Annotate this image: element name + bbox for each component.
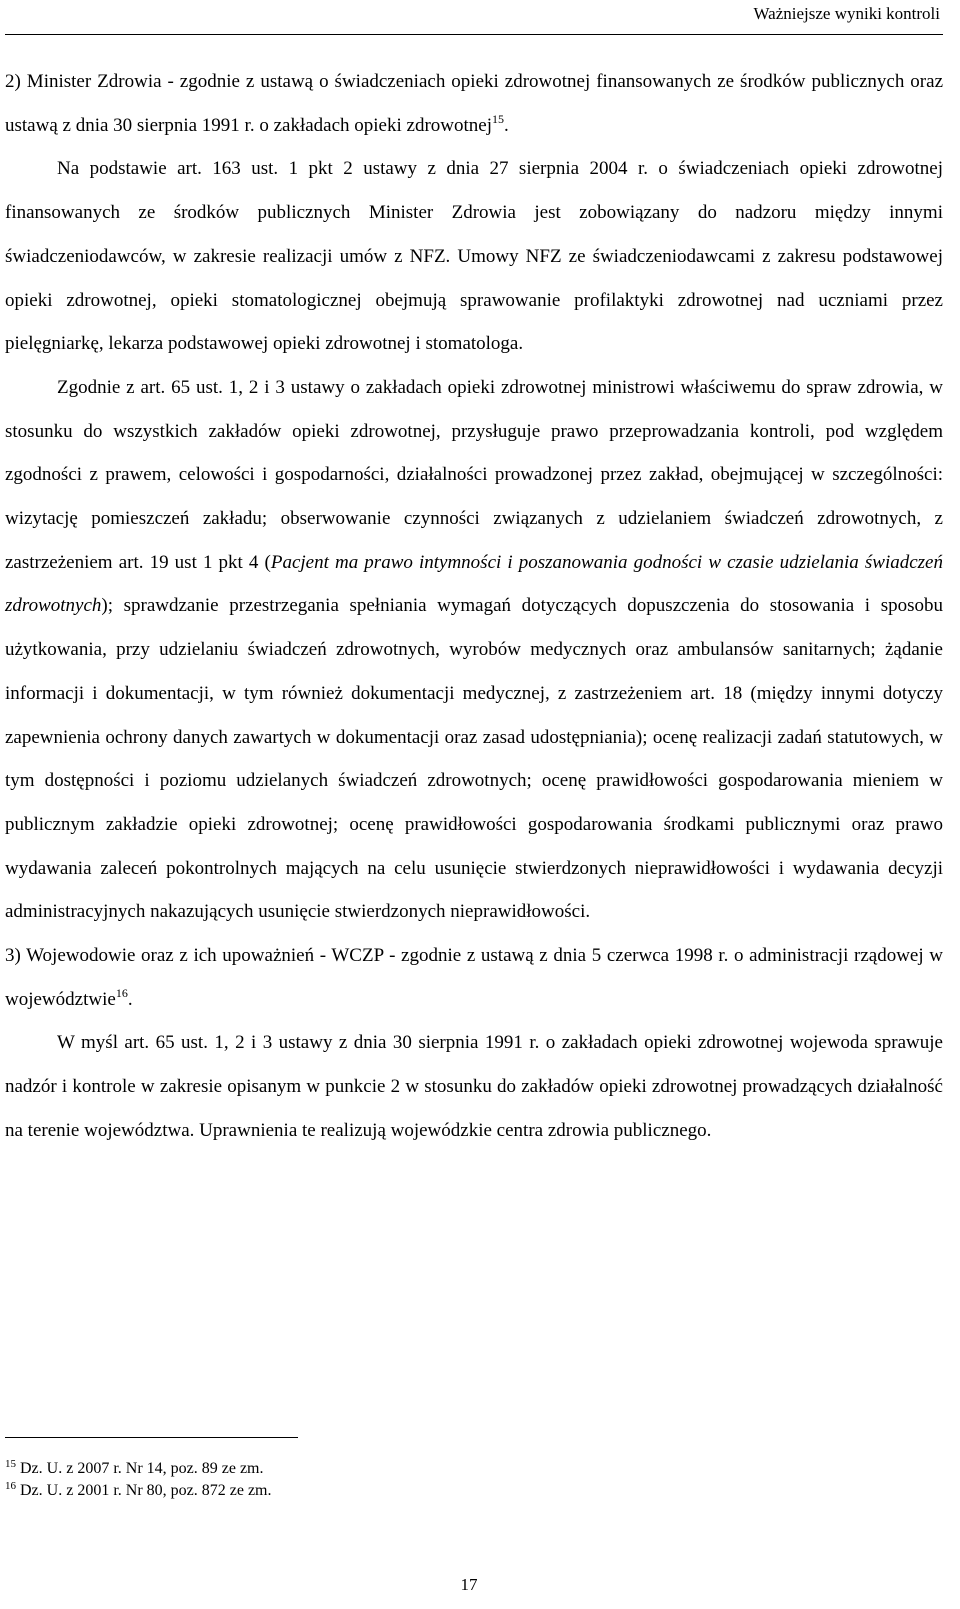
footnote-divider (5, 1437, 298, 1438)
italic-quote: Pacjent ma prawo intymności i poszanowania godności w czasie udzielania świadczeń zdrowotnych (5, 551, 943, 617)
paragraph-nadzor: Na podstawie art. 163 ust. 1 pkt 2 ustawy z dnia 27 sierpnia 2004 r. o świadczeniach opieki zdrowotnej finansowanych ze środków publicznych Minister Zdrowia jest zobowiązany do nadzoru między innymi świadczeniodawców, w zakresie realizacji umów z NFZ. Umowy NFZ ze świadczeniodawcami z zakresu podstawowej opieki zdrowotnej, opieki stomatologicznej obejmują sprawowanie profilaktyki zdrowotnej nad uczniami przez pielęgniarkę, lekarza podstawowej opieki zdrowotnej i stomatologa. (5, 158, 943, 355)
running-header: Ważniejsze wyniki kontroli (753, 4, 940, 23)
footnote-15: $^{15}$ Dz. U. z 2007 r. Nr 14, poz. 89 ze zm. (5, 1458, 264, 1477)
footnotes (5, 1458, 943, 1502)
paragraph-kontrola: Zgodnie z art. 65 ust. 1, 2 i 3 ustawy o zakładach opieki zdrowotnej ministrowi właściwemu do spraw zdrowia, w stosunku do wszystkich zakładów opieki zdrowotnej, przysługuje prawo przeprowadzania kontroli, pod względem zgodności z prawem, celowości i gospodarności, działalności prowadzonej przez zakład, obejmującej w szczególności: wizytację pomieszczeń zakładu; obserwowanie czynności związanych z udzielaniem świadczeń zdrowotnych, z zastrzeżeniem art. 19 ust 1 pkt 4 (Pacjent ma prawo intymności i poszanowania godności w czasie udzielania świadczeń zdrowotnych); sprawdzanie przestrzegania spełniania wymagań dotyczących dopuszczenia do stosowania i sposobu użytkowania, przy udzielaniu świadczeń zdrowotnych, wyrobów medycznych oraz ambulansów sanitarnych; żądanie informacji i dokumentacji, w tym również dokumentacji medycznej, z zastrzeżeniem art. 18 (między innymi dotyczy zapewnienia ochrony danych zawartych w dokumentacji oraz zasad udostępniania); ocenę realizacji zadań statutowych, w tym dostępności i poziomu udzielanych świadczeń zdrowotnych; ocenę prawidłowości gospodarowania mieniem w publicznym zakładzie opieki zdrowotnej; ocenę prawidłowości gospodarowania środkami publicznymi oraz prawo wydawania zaleceń pokontrolnych mających na celu usunięcie stwierdzonych nieprawidłowości i wydawania decyzji administracyjnych nakazujących usunięcie stwierdzonych nieprawidłowości. (5, 376, 943, 923)
paragraph-minister-zdrowia: 2) Minister Zdrowia - zgodnie z ustawą o świadczeniach opieki zdrowotnej finansowanych ze środków publicznych oraz ustawą z dnia 30 sierpnia 1991 r. o zakładach opieki zdrowotnej$^{15}$. (5, 71, 943, 136)
page-number: 17 (460, 1575, 478, 1594)
header-divider (5, 34, 943, 35)
document-body (5, 60, 943, 1153)
footnote-16: $^{16}$ Dz. U. z 2001 r. Nr 80, poz. 872 ze zm. (5, 1480, 272, 1499)
paragraph-wojewodowie: 3) Wojewodowie oraz z ich upoważnień - WCZP - zgodnie z ustawą z dnia 5 czerwca 1998 r. o administracji rządowej w województwie$^{16}$. (5, 945, 943, 1010)
footnote-reference[interactable]: 16 (115, 985, 128, 1000)
footnote-reference[interactable]: 15 (492, 111, 504, 126)
paragraph-wojewoda-nadzor: W myśl art. 65 ust. 1, 2 i 3 ustawy z dnia 30 sierpnia 1991 r. o zakładach opieki zdrowotnej wojewoda sprawuje nadzór i kontrole w zakresie opisanym w punkcie 2 w stosunku do zakładów opieki zdrowotnej prowadzących działalność na terenie województwa. Uprawnienia te realizują wojewódzkie centra zdrowia publicznego. (5, 1032, 943, 1141)
